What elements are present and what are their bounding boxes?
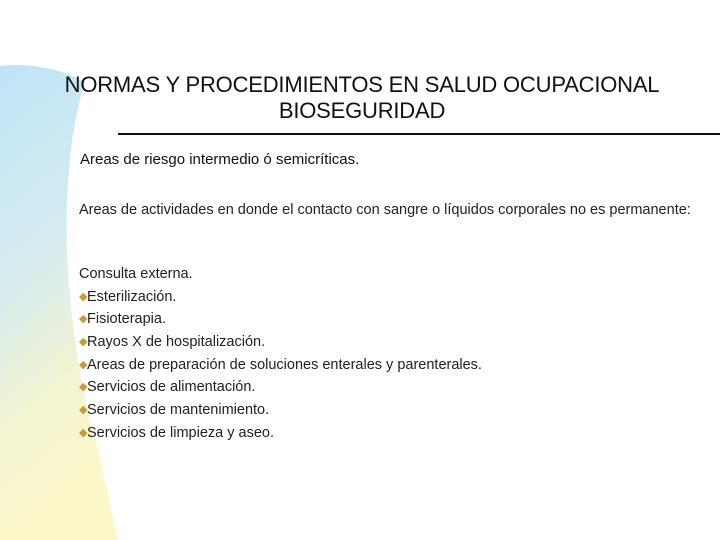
diamond-bullet-icon: ◆ <box>79 336 88 349</box>
diamond-bullet-icon: ◆ <box>79 290 88 303</box>
diamond-bullet-icon: ◆ <box>79 381 88 394</box>
list-item-label: Servicios de alimentación. <box>87 379 256 396</box>
list-item-label: Servicios de limpieza y aseo. <box>87 424 274 441</box>
diamond-bullet-icon: ◆ <box>79 404 88 417</box>
list-item <box>79 422 482 445</box>
section-subtitle: Areas de riesgo intermedio ó semicríticas. <box>80 151 360 168</box>
slide-title <box>0 72 720 124</box>
list-item <box>79 308 482 331</box>
title-divider <box>118 133 720 135</box>
title-line-2: BIOSEGURIDAD <box>278 98 446 123</box>
list-item <box>79 286 482 309</box>
list-item-label: Consulta externa. <box>79 266 193 282</box>
list-item <box>79 354 482 377</box>
list-item-label: Fisioterapia. <box>87 311 166 328</box>
list-item <box>79 331 482 354</box>
diamond-bullet-icon: ◆ <box>79 426 88 439</box>
area-list <box>79 263 482 445</box>
description-text: Areas de actividades en donde el contacto con sangre o líquidos corporales no es permanente: <box>79 202 691 218</box>
diamond-bullet-icon: ◆ <box>79 313 88 326</box>
list-item-label: Rayos X de hospitalización. <box>87 334 266 351</box>
list-item-label: Esterilización. <box>87 288 177 305</box>
list-item <box>79 263 482 286</box>
title-line-1: NORMAS Y PROCEDIMIENTOS EN SALUD OCUPACIONAL <box>64 72 660 97</box>
diamond-bullet-icon: ◆ <box>79 358 88 371</box>
list-item-label: Areas de preparación de soluciones enterales y parenterales. <box>87 356 482 373</box>
list-item <box>79 376 482 399</box>
list-item <box>79 399 482 422</box>
list-item-label: Servicios de mantenimiento. <box>87 402 270 419</box>
